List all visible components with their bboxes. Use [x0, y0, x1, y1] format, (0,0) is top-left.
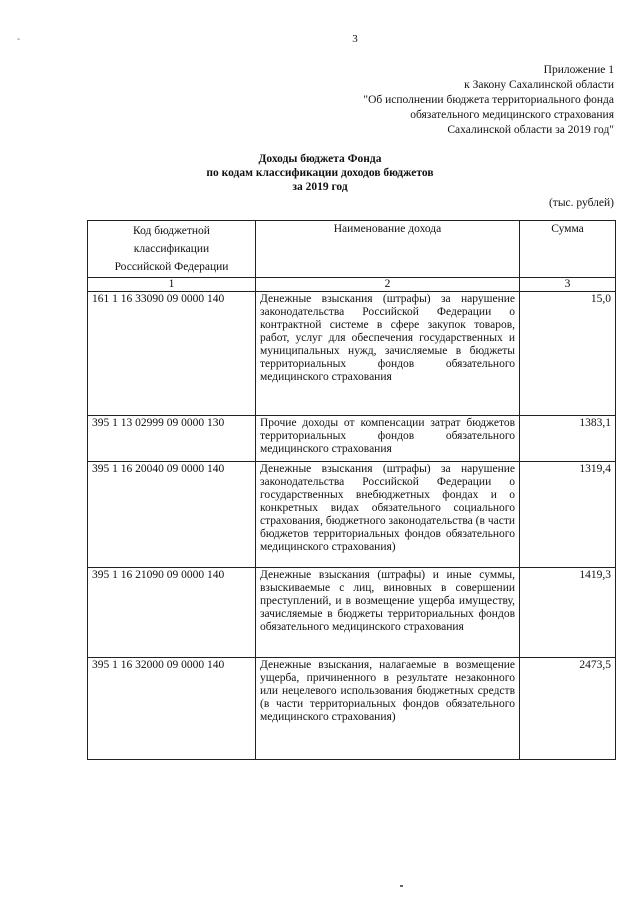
title-line: Доходы бюджета Фонда	[258, 153, 382, 165]
row-code: 395 1 16 32000 09 0000 140	[88, 658, 256, 760]
row-code: 395 1 13 02999 09 0000 130	[88, 416, 256, 462]
appendix-line: обязательного медицинского страхования	[410, 109, 614, 121]
appendix-line: "Об исполнении бюджета территориального фонда	[363, 94, 614, 106]
row-name: Прочие доходы от компенсации затрат бюджетов территориальных фондов обязательного медицинского страхования	[256, 416, 520, 462]
page-number: 3	[352, 33, 358, 45]
row-name: Денежные взыскания (штрафы) и иные суммы, взыскиваемые с лиц, виновных в совершении преступлений, и в возмещение ущерба имуществу, зачисляемые в бюджеты территориальных фондов обязательного медицинского страхования	[256, 568, 520, 658]
row-sum: 1319,4	[520, 462, 616, 568]
income-table	[87, 220, 616, 760]
column-number-row	[88, 278, 616, 292]
appendix-line: Приложение 1	[543, 64, 614, 76]
appendix-header	[363, 63, 614, 138]
row-name: Денежные взыскания (штрафы) за нарушение законодательства Российской Федерации о государственных внебюджетных фондах и о конкретных видах обязательного социального страхования, бюджетного законодательства (в части бюджетов территориальных фондов обязательного медицинского страхования)	[256, 462, 520, 568]
header-sum: Сумма	[520, 221, 616, 278]
title-line: за 2019 год	[292, 181, 348, 193]
scan-mark	[400, 885, 403, 887]
header-name: Наименование дохода	[256, 221, 520, 278]
row-sum: 15,0	[520, 292, 616, 416]
row-name: Денежные взыскания, налагаемые в возмещение ущерба, причиненного в результате незаконного или нецелевого использования бюджетных средств (в части территориальных фондов обязательного медицинского страхования)	[256, 658, 520, 760]
appendix-line: к Закону Сахалинской области	[464, 79, 614, 91]
table-header-row	[88, 221, 616, 278]
row-code: 395 1 16 21090 09 0000 140	[88, 568, 256, 658]
margin-mark: ˜	[17, 37, 20, 47]
row-code: 395 1 16 20040 09 0000 140	[88, 462, 256, 568]
table-row	[88, 462, 616, 568]
header-code-line: Код бюджетной	[133, 225, 210, 237]
appendix-line: Сахалинской области за 2019 год"	[447, 124, 614, 136]
header-code-line: Российской Федерации	[114, 261, 229, 273]
title-line: по кодам классификации доходов бюджетов	[206, 167, 434, 179]
row-name: Денежные взыскания (штрафы) за нарушение законодательства Российской Федерации о контрактной системе в сфере закупок товаров, работ, услуг для обеспечения государственных и муниципальных нужд, зачисляемые в бюджеты территориальных фондов обязательного медицинского страхования	[256, 292, 520, 416]
table-row	[88, 416, 616, 462]
table-row	[88, 658, 616, 760]
header-code-line: классификации	[133, 243, 210, 255]
document-title	[0, 152, 640, 194]
row-sum: 1383,1	[520, 416, 616, 462]
row-sum: 1419,3	[520, 568, 616, 658]
row-code: 161 1 16 33090 09 0000 140	[88, 292, 256, 416]
table-row	[88, 568, 616, 658]
column-number: 3	[520, 278, 616, 292]
table-row	[88, 292, 616, 416]
row-sum: 2473,5	[520, 658, 616, 760]
header-code	[88, 221, 256, 278]
units-label: (тыс. рублей)	[548, 197, 614, 209]
column-number: 2	[256, 278, 520, 292]
column-number: 1	[88, 278, 256, 292]
